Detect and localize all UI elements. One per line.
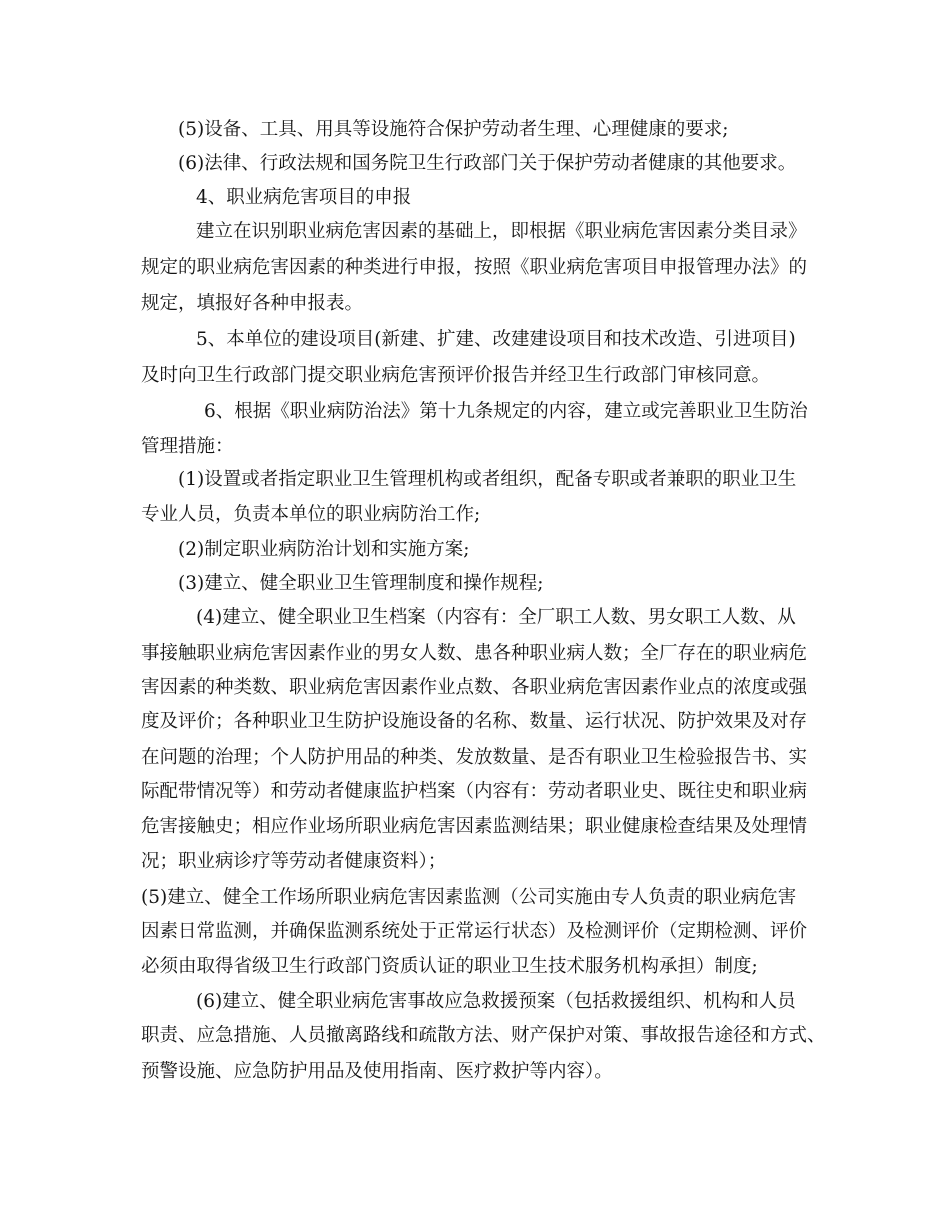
text-line: 况；职业病诊疗等劳动者健康资料）； <box>141 851 447 872</box>
text-line: 度及评价；各种职业卫生防护设施设备的名称、数量、运行状况、防护效果及对存 <box>141 711 808 732</box>
text-line: 因素日常监测，并确保监测系统处于正常运行状态）及检测评价（定期检测、评价 <box>141 921 808 942</box>
text-line: 危害接触史；相应作业场所职业病危害因素监测结果；职业健康检查结果及处理情 <box>141 816 808 837</box>
text-line: 规定，填报好各种申报表。 <box>141 293 364 314</box>
text-line: 专业人员，负责本单位的职业病防治工作; <box>141 504 481 525</box>
text-line: (6)法律、行政法规和国务院卫生行政部门关于保护劳动者健康的其他要求。 <box>178 153 797 174</box>
text-line: 建立在识别职业病危害因素的基础上，即根据《职业病危害因素分类目录》 <box>196 221 807 242</box>
text-line: 际配带情况等）和劳动者健康监护档案（内容有：劳动者职业史、既往史和职业病 <box>141 781 808 802</box>
text-line: (5)设备、工具、用具等设施符合保护劳动者生理、心理健康的要求; <box>178 119 729 140</box>
section-heading: 6、根据《职业病防治法》第十九条规定的内容，建立或完善职业卫生防治 <box>204 401 808 422</box>
text-line: 事接触职业病危害因素作业的男女人数、患各种职业病人数；全厂存在的职业病危 <box>141 643 808 664</box>
text-line: 管理措施： <box>141 436 234 457</box>
section-heading: 4、职业病危害项目的申报 <box>196 187 412 208</box>
text-line: 规定的职业病危害因素的种类进行申报，按照《职业病危害项目申报管理办法》的 <box>141 257 808 278</box>
text-line: 害因素的种类数、职业病危害因素作业点数、各职业病危害因素作业点的浓度或强 <box>141 677 808 698</box>
text-line: 职责、应急措施、人员撤离路线和疏散方法、财产保护对策、事故报告途径和方式、 <box>141 1025 826 1046</box>
section-heading: 5、本单位的建设项目(新建、扩建、改建建设项目和技术改造、引进项目) <box>196 329 796 350</box>
text-line: 必须由取得省级卫生行政部门资质认证的职业卫生技术服务机构承担）制度; <box>141 956 758 977</box>
text-line: (2)制定职业病防治计划和实施方案; <box>178 539 470 560</box>
text-line: (5)建立、健全工作场所职业病危害因素监测（公司实施由专人负责的职业病危害 <box>141 887 797 908</box>
text-line: (3)建立、健全职业卫生管理制度和操作规程; <box>178 573 544 594</box>
text-line: 及时向卫生行政部门提交职业病危害预评价报告并经卫生行政部门审核同意。 <box>141 365 771 386</box>
text-line: 预警设施、应急防护用品及使用指南、医疗救护等内容）。 <box>141 1061 613 1082</box>
text-line: 在问题的治理；个人防护用品的种类、发放数量、是否有职业卫生检验报告书、实 <box>141 747 808 768</box>
text-line: (6)建立、健全职业病危害事故应急救援预案（包括救援组织、机构和人员 <box>196 991 796 1012</box>
text-line: (4)建立、健全职业卫生档案（内容有：全厂职工人数、男女职工人数、从 <box>196 607 796 628</box>
text-line: (1)设置或者指定职业卫生管理机构或者组织，配备专职或者兼职的职业卫生 <box>178 469 797 490</box>
